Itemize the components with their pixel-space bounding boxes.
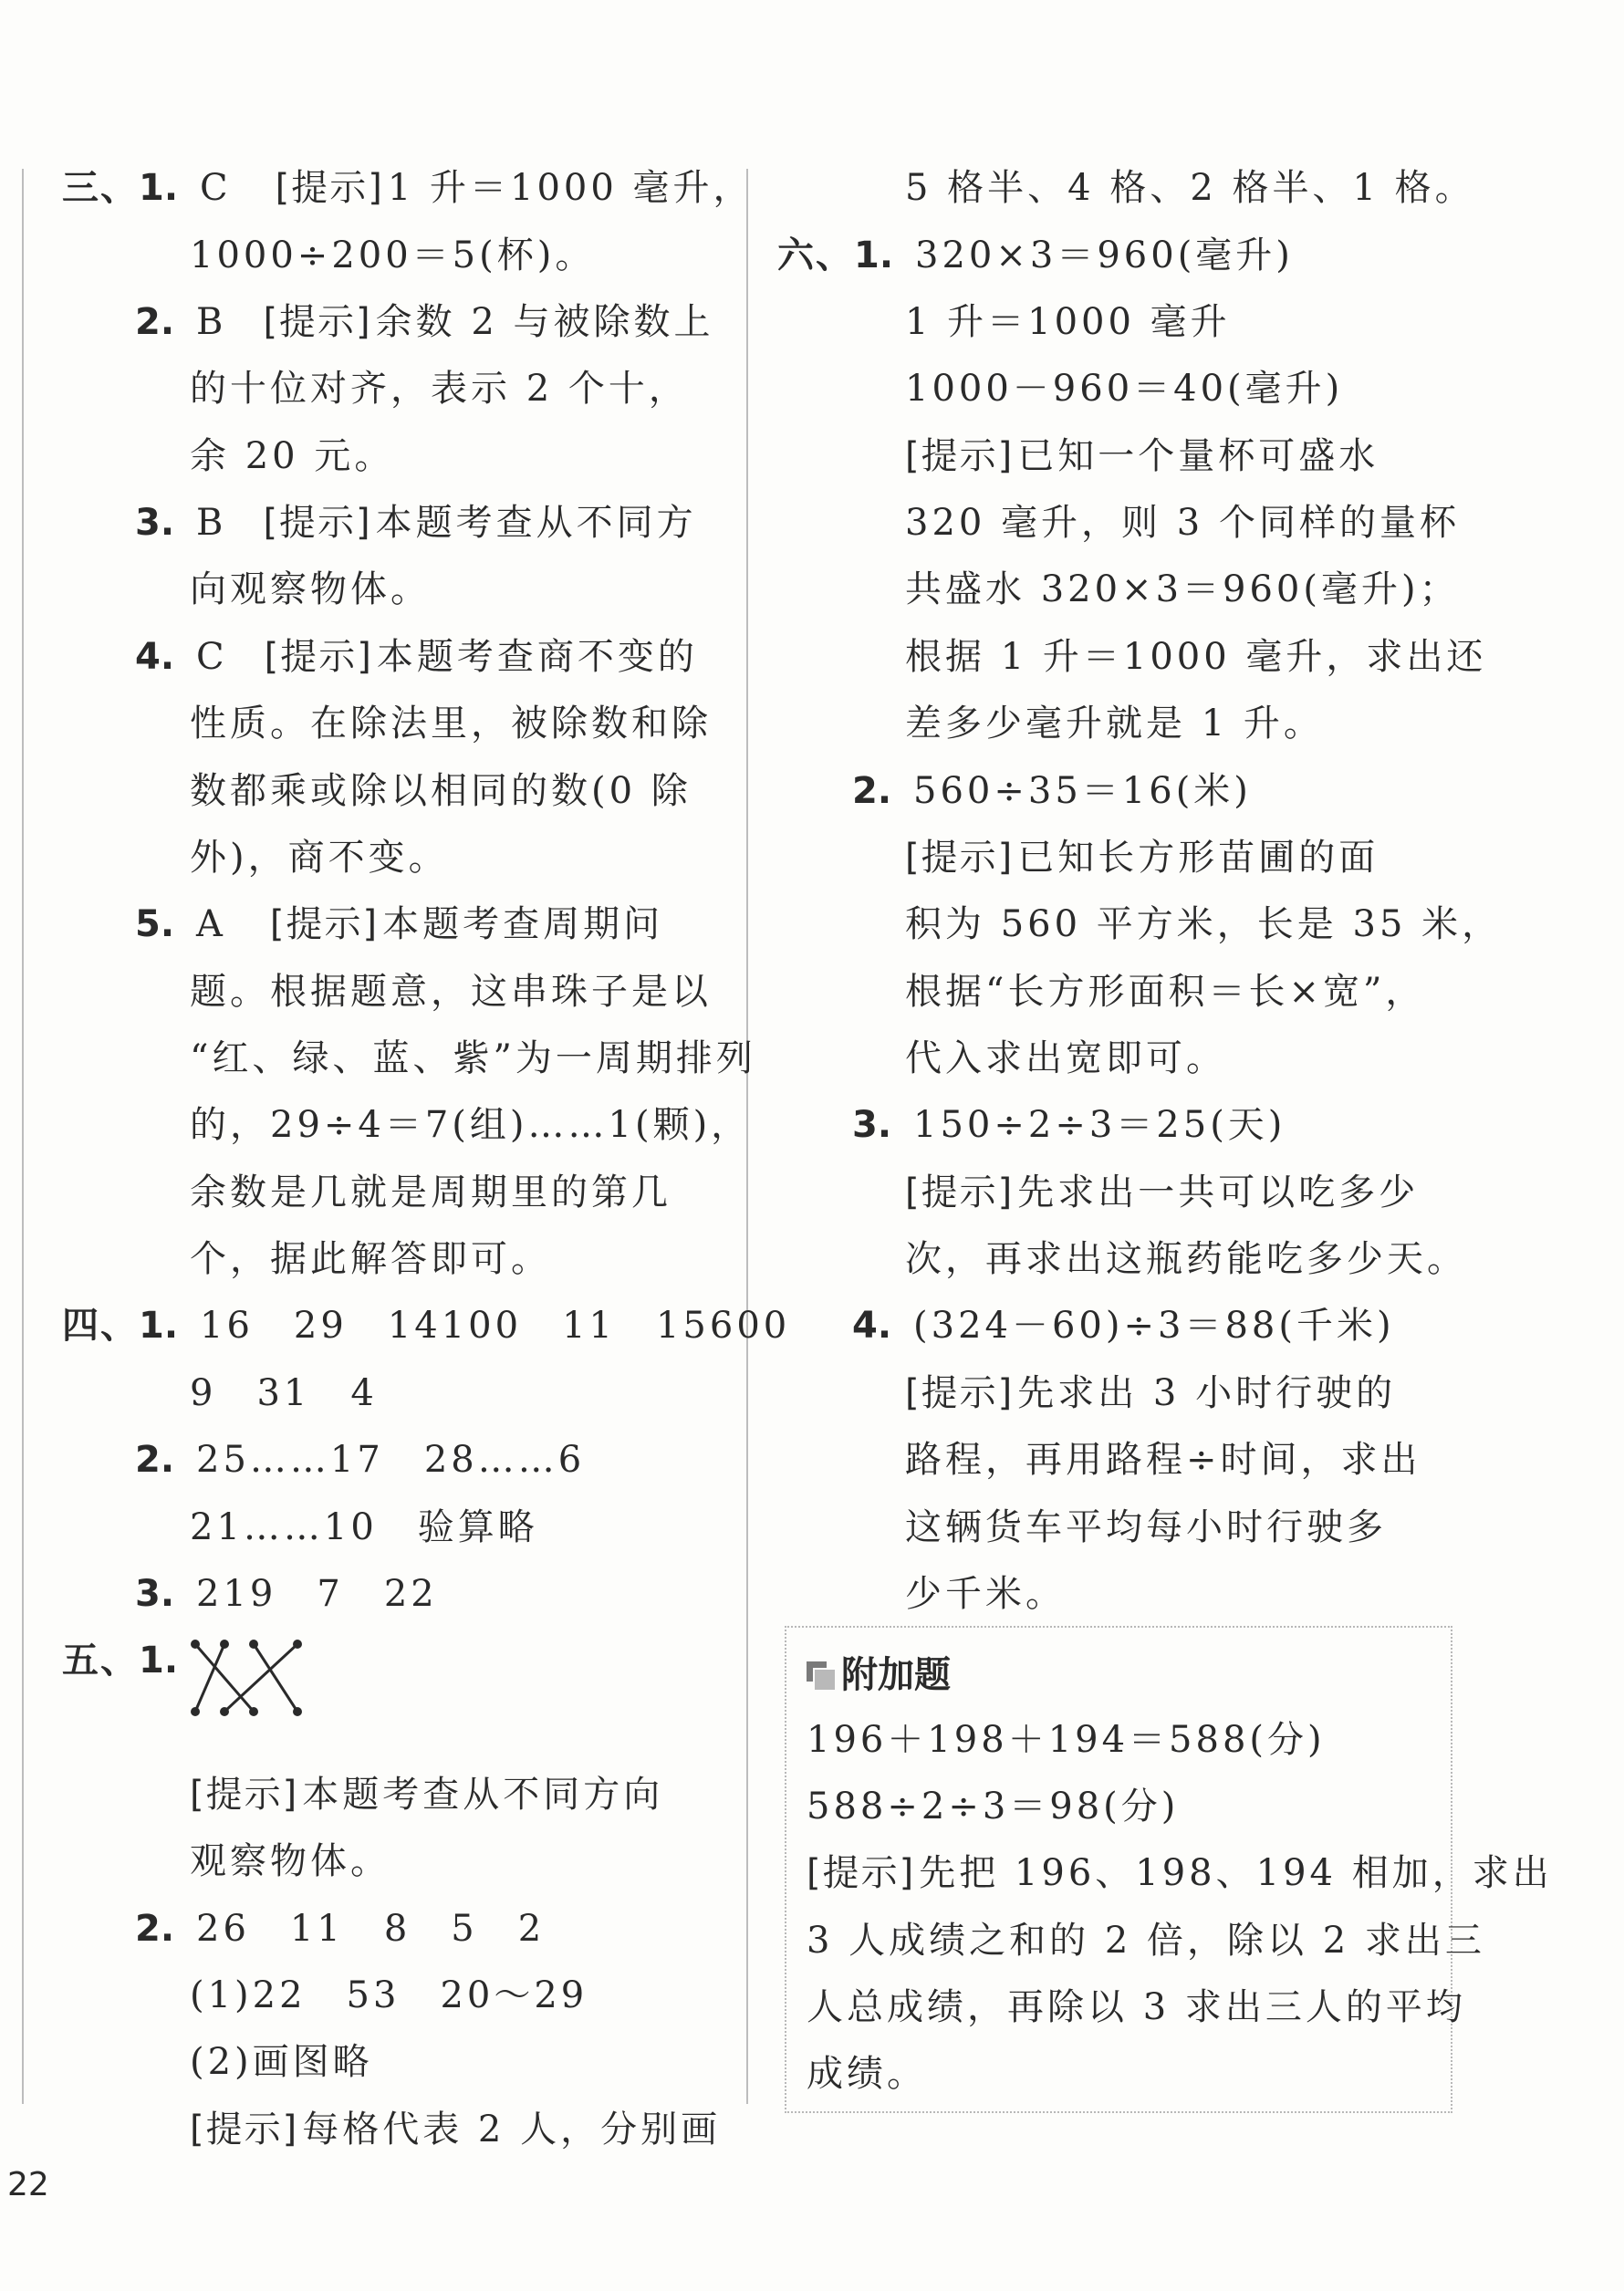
section-6-q1-line8: 差多少毫升就是 1 升。 <box>905 703 1324 745</box>
section-6-q4-line4: 这辆货车平均每小时行驶多 <box>905 1506 1387 1548</box>
section-3-q3-line2: 向观察物体。 <box>190 568 431 610</box>
section-6-q3: 3. 150÷2÷3＝25(天) <box>852 1104 1286 1146</box>
section-4-q1: 四、1. 16 29 14100 11 15600 <box>62 1305 791 1347</box>
hint-label: [提示] <box>269 903 380 945</box>
diagram-dot <box>249 1640 258 1649</box>
hint-label: [提示] <box>263 502 372 544</box>
section-3-q4-line3: 数都乘或除以相同的数(0 除 <box>190 770 692 812</box>
section-4-q2-line2: 21……10 验算略 <box>190 1506 538 1548</box>
hint-label: [提示] <box>263 301 372 343</box>
section-6-q2-line3: 积为 560 平方米，长是 35 米， <box>905 903 1503 945</box>
diagram-dot <box>220 1707 229 1716</box>
section-6-q1-line6: 共盛水 320×3＝960(毫升)； <box>905 568 1460 610</box>
stacked-squares-icon <box>807 1661 834 1689</box>
section-6-q1-line5: 320 毫升，则 3 个同样的量杯 <box>905 502 1460 544</box>
hint-label: [提示] <box>905 435 1015 477</box>
section-4-q3: 3. 219 7 22 <box>135 1573 438 1615</box>
diagram-dot <box>249 1707 258 1716</box>
section-3-q2: 2. B [提示] 余数 2 与被除数上 <box>135 301 714 343</box>
section-3-q5-line2: 题。根据题意，这串珠子是以 <box>190 971 712 1013</box>
extra-line-1: 196＋198＋194＝588(分) <box>807 1719 1326 1761</box>
section-4-q1-line2: 9 31 4 <box>190 1372 378 1414</box>
section-6-q3-hint: [提示] 先求出一共可以吃多少 <box>905 1172 1420 1213</box>
section-6-q1-hint: [提示] 已知一个量杯可盛水 <box>905 435 1379 477</box>
section-6-q4-line3: 路程，再用路程÷时间，求出 <box>905 1439 1421 1481</box>
hint-label: [提示] <box>905 1172 1015 1213</box>
section-6-q2-line4: 根据“长方形面积＝长×宽”， <box>905 971 1426 1013</box>
section-3-q5-line6: 个，据此解答即可。 <box>190 1238 551 1280</box>
section-6-q4-hint: [提示] 先求出 3 小时行驶的 <box>905 1372 1397 1414</box>
section-3-q4-line2: 性质。在除法里，被除数和除 <box>190 703 712 745</box>
hint-label: [提示] <box>190 2109 299 2150</box>
hint-label: [提示] <box>275 167 384 209</box>
section-3-q5-line5: 余数是几就是周期里的第几 <box>190 1172 671 1213</box>
section-5-q2-hint: [提示] 每格代表 2 人，分别画 <box>190 2109 722 2150</box>
section-3-q5-line4: 的，29÷4＝7(组)……1(颗)， <box>190 1104 752 1146</box>
hint-label: [提示] <box>905 1372 1015 1414</box>
diagram-dot <box>220 1640 229 1649</box>
section-3-q4: 4. C [提示] 本题考查商不变的 <box>135 636 698 678</box>
extra-line-5: 人总成绩，再除以 3 求出三人的平均 <box>807 1986 1466 2028</box>
diagram-dot <box>191 1707 200 1716</box>
section-5-q2-line2: (1)22 53 20～29 <box>190 1974 588 2016</box>
section-5-q2: 2. 26 11 8 5 2 <box>135 1908 546 1950</box>
section-6-q4-line5: 少千米。 <box>905 1573 1066 1615</box>
section-6-q1-line3: 1000－960＝40(毫升) <box>905 368 1344 410</box>
section-3-q5-line3: “红、绿、蓝、紫”为一周期排列 <box>190 1037 756 1079</box>
hint-label: [提示] <box>807 1852 916 1894</box>
section-6-q2: 2. 560÷35＝16(米) <box>852 770 1252 812</box>
section-3-q5: 5. A [提示] 本题考查周期问 <box>135 903 664 945</box>
section-6-q1-line7: 根据 1 升＝1000 毫升，求出还 <box>905 636 1487 678</box>
diagram-line-1 <box>195 1644 254 1712</box>
diagram-dot <box>293 1640 302 1649</box>
section-6-q1-line2: 1 升＝1000 毫升 <box>905 301 1231 343</box>
diagram-dot <box>293 1707 302 1716</box>
hint-label: [提示] <box>190 1774 299 1816</box>
section-3-q1-line2: 1000÷200＝5(杯)。 <box>190 234 596 276</box>
diagram-dot <box>191 1640 200 1649</box>
section-3-q2-line2: 的十位对齐，表示 2 个十， <box>190 368 689 410</box>
section-3-q1: 三、1. C [提示] 1 升＝1000 毫升， <box>62 167 754 209</box>
section-6-q1: 六、1. 320×3＝960(毫升) <box>777 234 1294 276</box>
section-6-q3-line3: 次，再求出这瓶药能吃多少天。 <box>905 1238 1467 1280</box>
section-3-q3: 3. B [提示] 本题考查从不同方 <box>135 502 697 544</box>
extra-question-title: 附加题 <box>807 1653 951 1697</box>
hint-label: [提示] <box>905 837 1015 879</box>
section-5-q1-line2: 观察物体。 <box>190 1840 390 1882</box>
section-6-q2-hint: [提示] 已知长方形苗圃的面 <box>905 837 1379 879</box>
section-5-q2-continuation: 5 格半、4 格、2 格半、1 格。 <box>905 167 1475 209</box>
diagram-line-2 <box>195 1644 224 1712</box>
cross-diagram <box>186 1635 314 1726</box>
section-3-q2-line3: 余 20 元。 <box>190 435 395 477</box>
section-6-q4: 4. (324－60)÷3＝88(千米) <box>852 1305 1395 1347</box>
extra-line-6: 成绩。 <box>807 2053 927 2095</box>
extra-line-2: 588÷2÷3＝98(分) <box>807 1786 1180 1828</box>
hint-label: [提示] <box>264 636 373 678</box>
section-6-q2-line5: 代入求出宽即可。 <box>905 1037 1226 1079</box>
section-5-q2-line3: (2)画图略 <box>190 2041 373 2083</box>
extra-hint: [提示] 先把 196、198、194 相加，求出 <box>807 1852 1553 1894</box>
extra-line-4: 3 人成绩之和的 2 倍，除以 2 求出三 <box>807 1920 1485 1962</box>
page-number: 22 <box>7 2166 49 2203</box>
section-5-q1-hint: [提示] 本题考查从不同方向 <box>190 1774 664 1816</box>
section-3-q4-line4: 外)，商不变。 <box>190 837 449 879</box>
section-5-q1: 五、1. <box>62 1640 179 1682</box>
section-4-q2: 2. 25……17 28……6 <box>135 1439 586 1481</box>
left-margin-rule <box>22 169 24 2104</box>
